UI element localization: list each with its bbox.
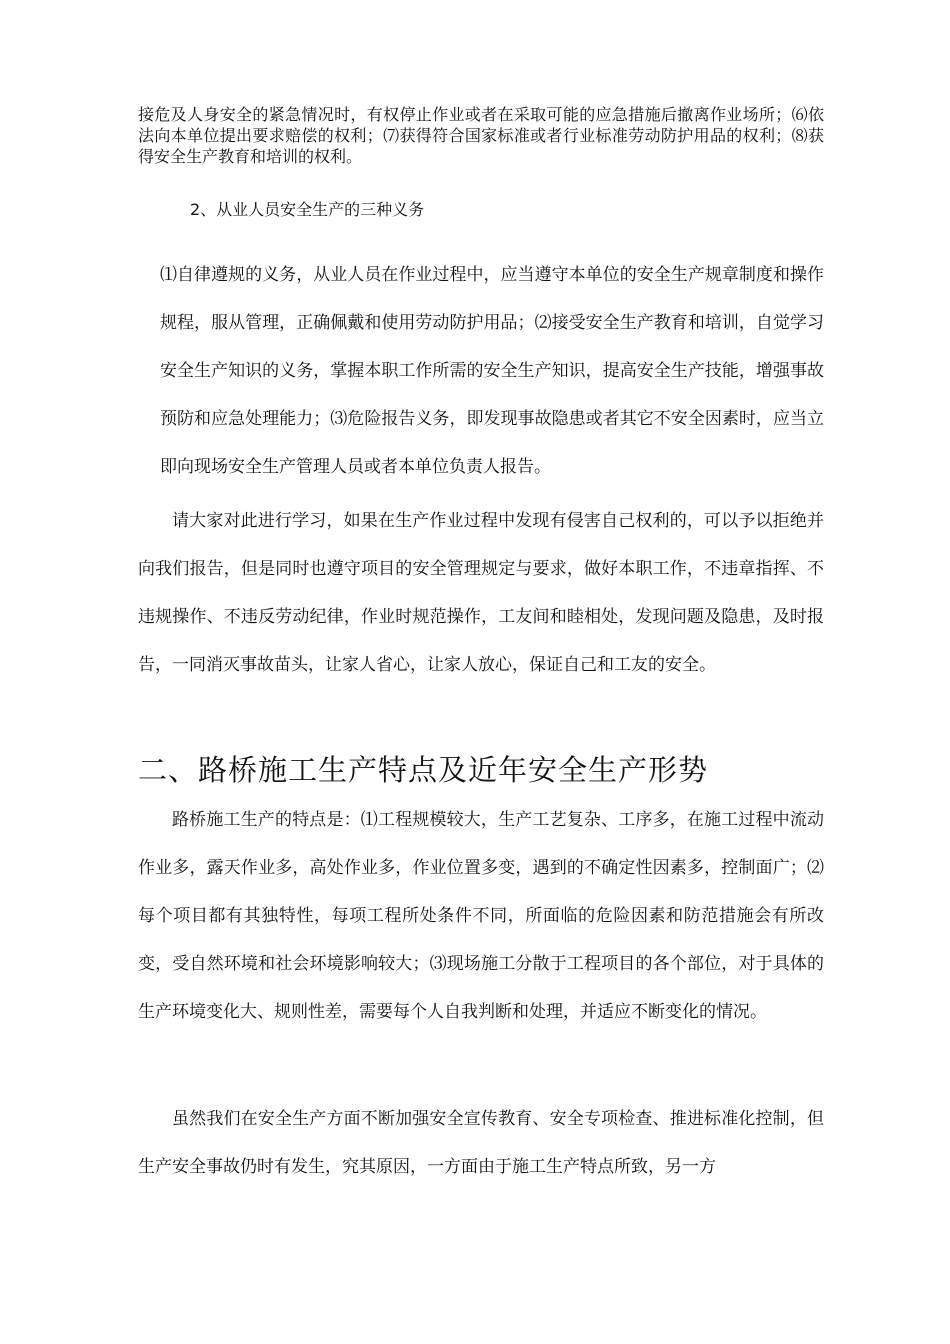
features-paragraph: 路桥施工生产的特点是：⑴工程规模较大，生产工艺复杂、工序多，在施工过程中流动作业多，露天作业多，高处作业多，作业位置多变，遇到的不确定性因素多，控制面广；⑵每个项目都有其独特性，每项工程所处条件不同，所面临的危险因素和防范措施会有所改变，受自然环境和社会环境影响较大；⑶现场施工分散于工程项目的各个部位，对于具体的生产环境变化大、规则性差，需要每个人自我判断和处理，并适应不断变化的情况。 — [138, 810, 824, 1022]
closing-block — [138, 1095, 824, 1191]
subheading-block — [190, 199, 790, 220]
section-heading: 二、路桥施工生产特点及近年安全生产形势 — [138, 753, 709, 787]
duties-paragraph: ⑴自律遵规的义务，从业人员在作业过程中，应当遵守本单位的安全生产规章制度和操作规程，服从管理，正确佩戴和使用劳动防护用品；⑵接受安全生产教育和培训，自觉学习安全生产知识的义务，掌握本职工作所需的安全生产知识，提高安全生产技能，增强事故预防和应急处理能力；⑶危险报告义务，即发现事故隐患或者其它不安全因素时，应当立即向现场安全生产管理人员或者本单位负责人报告。 — [160, 265, 824, 477]
features-block — [138, 796, 824, 1036]
duties-block — [160, 251, 824, 491]
duties-subheading: 2、从业人员安全生产的三种义务 — [190, 200, 425, 219]
intro-paragraph: 接危及人身安全的紧急情况时，有权停止作业或者在采取可能的应急措施后撤离作业场所；⑹依法向本单位提出要求赔偿的权利；⑺获得符合国家标准或者行业标准劳动防护用品的权利；⑻获得安全生产教育和培训的权利。 — [138, 105, 824, 166]
study-block — [138, 497, 824, 689]
section-heading-block — [138, 750, 824, 790]
intro-block — [138, 104, 824, 167]
closing-paragraph: 虽然我们在安全生产方面不断加强安全宣传教育、安全专项检查、推进标准化控制，但生产安全事故仍时有发生，究其原因，一方面由于施工生产特点所致，另一方 — [138, 1109, 824, 1177]
study-paragraph: 请大家对此进行学习，如果在生产作业过程中发现有侵害自己权利的，可以予以拒绝并向我们报告，但是同时也遵守项目的安全管理规定与要求，做好本职工作，不违章指挥、不违规操作、不违反劳动纪律，作业时规范操作，工友间和睦相处，发现问题及隐患，及时报告，一同消灭事故苗头，让家人省心，让家人放心，保证自己和工友的安全。 — [138, 511, 824, 675]
